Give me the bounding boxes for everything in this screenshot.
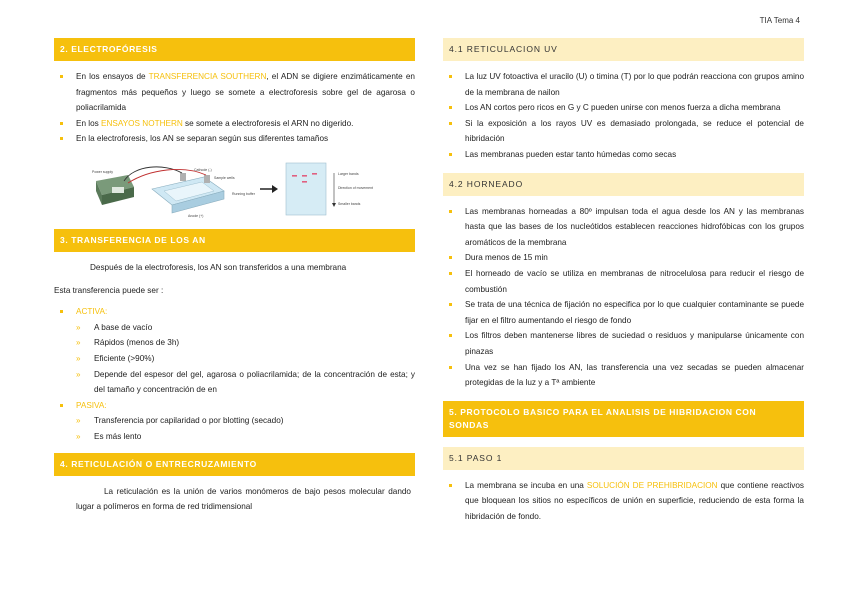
highlight-nothern: ENSAYOS NOTHERN (101, 118, 183, 128)
section-4-2-list (443, 204, 804, 391)
section-5-title: 5. PROTOCOLO BASICO PARA EL ANALISIS DE HIBRIDACION CON SONDAS (443, 401, 804, 437)
document-header-label: TIA Tema 4 (759, 16, 800, 25)
figure-label: Direction of movement (338, 185, 374, 190)
list-item: » Transferencia por capilaridad o por blotting (secado) (54, 413, 415, 429)
wire-black (124, 167, 182, 181)
list-item: La luz UV fotoactiva el uracilo (U) o timina (T) por lo que podrán reacciona con grupos amino de la membrana de nailon (443, 69, 804, 100)
list-item: » Es más lento (54, 429, 415, 445)
figure-label: Running buffer (232, 191, 255, 196)
list-item: » Depende del espesor del gel, agarosa o poliacrilamida; de la concentración de esta; y del tamaño y concentración de en (54, 367, 415, 398)
highlight-southern: TRANSFERENCIA SOUTHERN (148, 72, 267, 81)
figure-label: Anode (+) (188, 213, 204, 218)
section-4-1-list (443, 69, 804, 163)
figure-label: Larger bands (338, 171, 359, 176)
section-3-title: 3. TRANSFERENCIA DE LOS AN (54, 229, 415, 252)
section-4-title: 4. RETICULACIÓN O ENTRECRUZAMIENTO (54, 453, 415, 476)
list-item: En los ensayos de TRANSFERENCIA SOUTHERN, el ADN se digiere enzimáticamente en fragmentos más pequeños y luego se somete a electroforesis sobre gel de agarosa o poliacrilamida (54, 69, 415, 116)
pasiva-list (54, 413, 415, 444)
list-item: » Eficiente (>90%) (54, 351, 415, 367)
list-item: » A base de vacío (54, 320, 415, 336)
section-5-1-list (443, 478, 804, 525)
section-4-2-title: 4.2 HORNEADO (443, 173, 804, 196)
left-column (54, 38, 415, 515)
power-supply-icon (96, 175, 134, 205)
activa-list (54, 320, 415, 398)
figure-label: Sample wells (214, 175, 235, 180)
list-item: En la electroforesis, los AN se separan según sus diferentes tamaños (54, 131, 415, 147)
section-3-lead: Esta transferencia puede ser : (54, 285, 164, 295)
section-2-list (54, 69, 415, 147)
gel-result-icon (286, 163, 326, 215)
list-item: Los filtros deben mantenerse libres de suciedad o residuos y manipularse únicamente con pinazas (443, 328, 804, 359)
list-item: La membrana se incuba en una SOLUCIÓN DE PREHIBRIDACION que contiene reactivos que bloquean los sitios no específicos de unión en superficie, reduciendo de esta forma la hibridación de fondo. (443, 478, 804, 525)
activa-label: ACTIVA: (54, 304, 415, 320)
transfer-types-list (54, 304, 415, 320)
list-item: Si la exposición a los rayos UV es demasiado prolongada, se reduce el potencial de hibridación (443, 116, 804, 147)
list-item: Las membranas horneadas a 80º impulsan toda el agua desde los AN y las membranas hasta que las bases de los nucleótidos establecen reacciones hidrofóbicas con los grupos aromáticos de la membrana (443, 204, 804, 251)
list-item: En los ENSAYOS NOTHERN se somete a electroforesis el ARN no digerido. (54, 116, 415, 132)
list-item: Las membranas pueden estar tanto húmedas como secas (443, 147, 804, 163)
list-item: Una vez se han fijado los AN, las transferencia una vez secadas se pueden almacenar protegidas de la luz y a Tª ambiente (443, 360, 804, 391)
electrophoresis-diagram (54, 151, 415, 219)
section-4-text: La reticulación es la unión de varios monómeros de bajo pesos molecular dando lugar a polímeros en forma de red tridimensional (76, 486, 411, 512)
figure-label: Power supply (92, 169, 114, 174)
section-3-intro: Después de la electroforesis, los AN son transferidos a una membrana (90, 262, 347, 272)
list-item: Dura menos de 15 min (443, 250, 804, 266)
highlight-prehibridacion: SOLUCIÓN DE PREHIBRIDACION (586, 480, 718, 490)
section-2-title: 2. ELECTROFÓRESIS (54, 38, 415, 61)
list-item: » Rápidos (menos de 3h) (54, 335, 415, 351)
list-item: El horneado de vacío se utiliza en membranas de nitrocelulosa para reducir el riesgo de combustión (443, 266, 804, 297)
list-item: Los AN cortos pero ricos en G y C pueden unirse con menos fuerza a dicha membrana (443, 100, 804, 116)
figure-label: Smaller bands (338, 201, 361, 206)
section-5-1-title: 5.1 PASO 1 (443, 447, 804, 470)
right-column (443, 38, 804, 524)
list-item: Se trata de una técnica de fijación no especifica por lo que cualquier contaminante se puede fijar en el filtro aumentando el riesgo de fondo (443, 297, 804, 328)
pasiva-label: PASIVA: (54, 398, 415, 414)
figure-label: Cathode (-) (194, 167, 212, 172)
section-4-1-title: 4.1 RETICULACION UV (443, 38, 804, 61)
arrow-right-icon (260, 185, 278, 193)
transfer-types-list-2 (54, 398, 415, 414)
electrophoresis-figure (54, 151, 415, 219)
